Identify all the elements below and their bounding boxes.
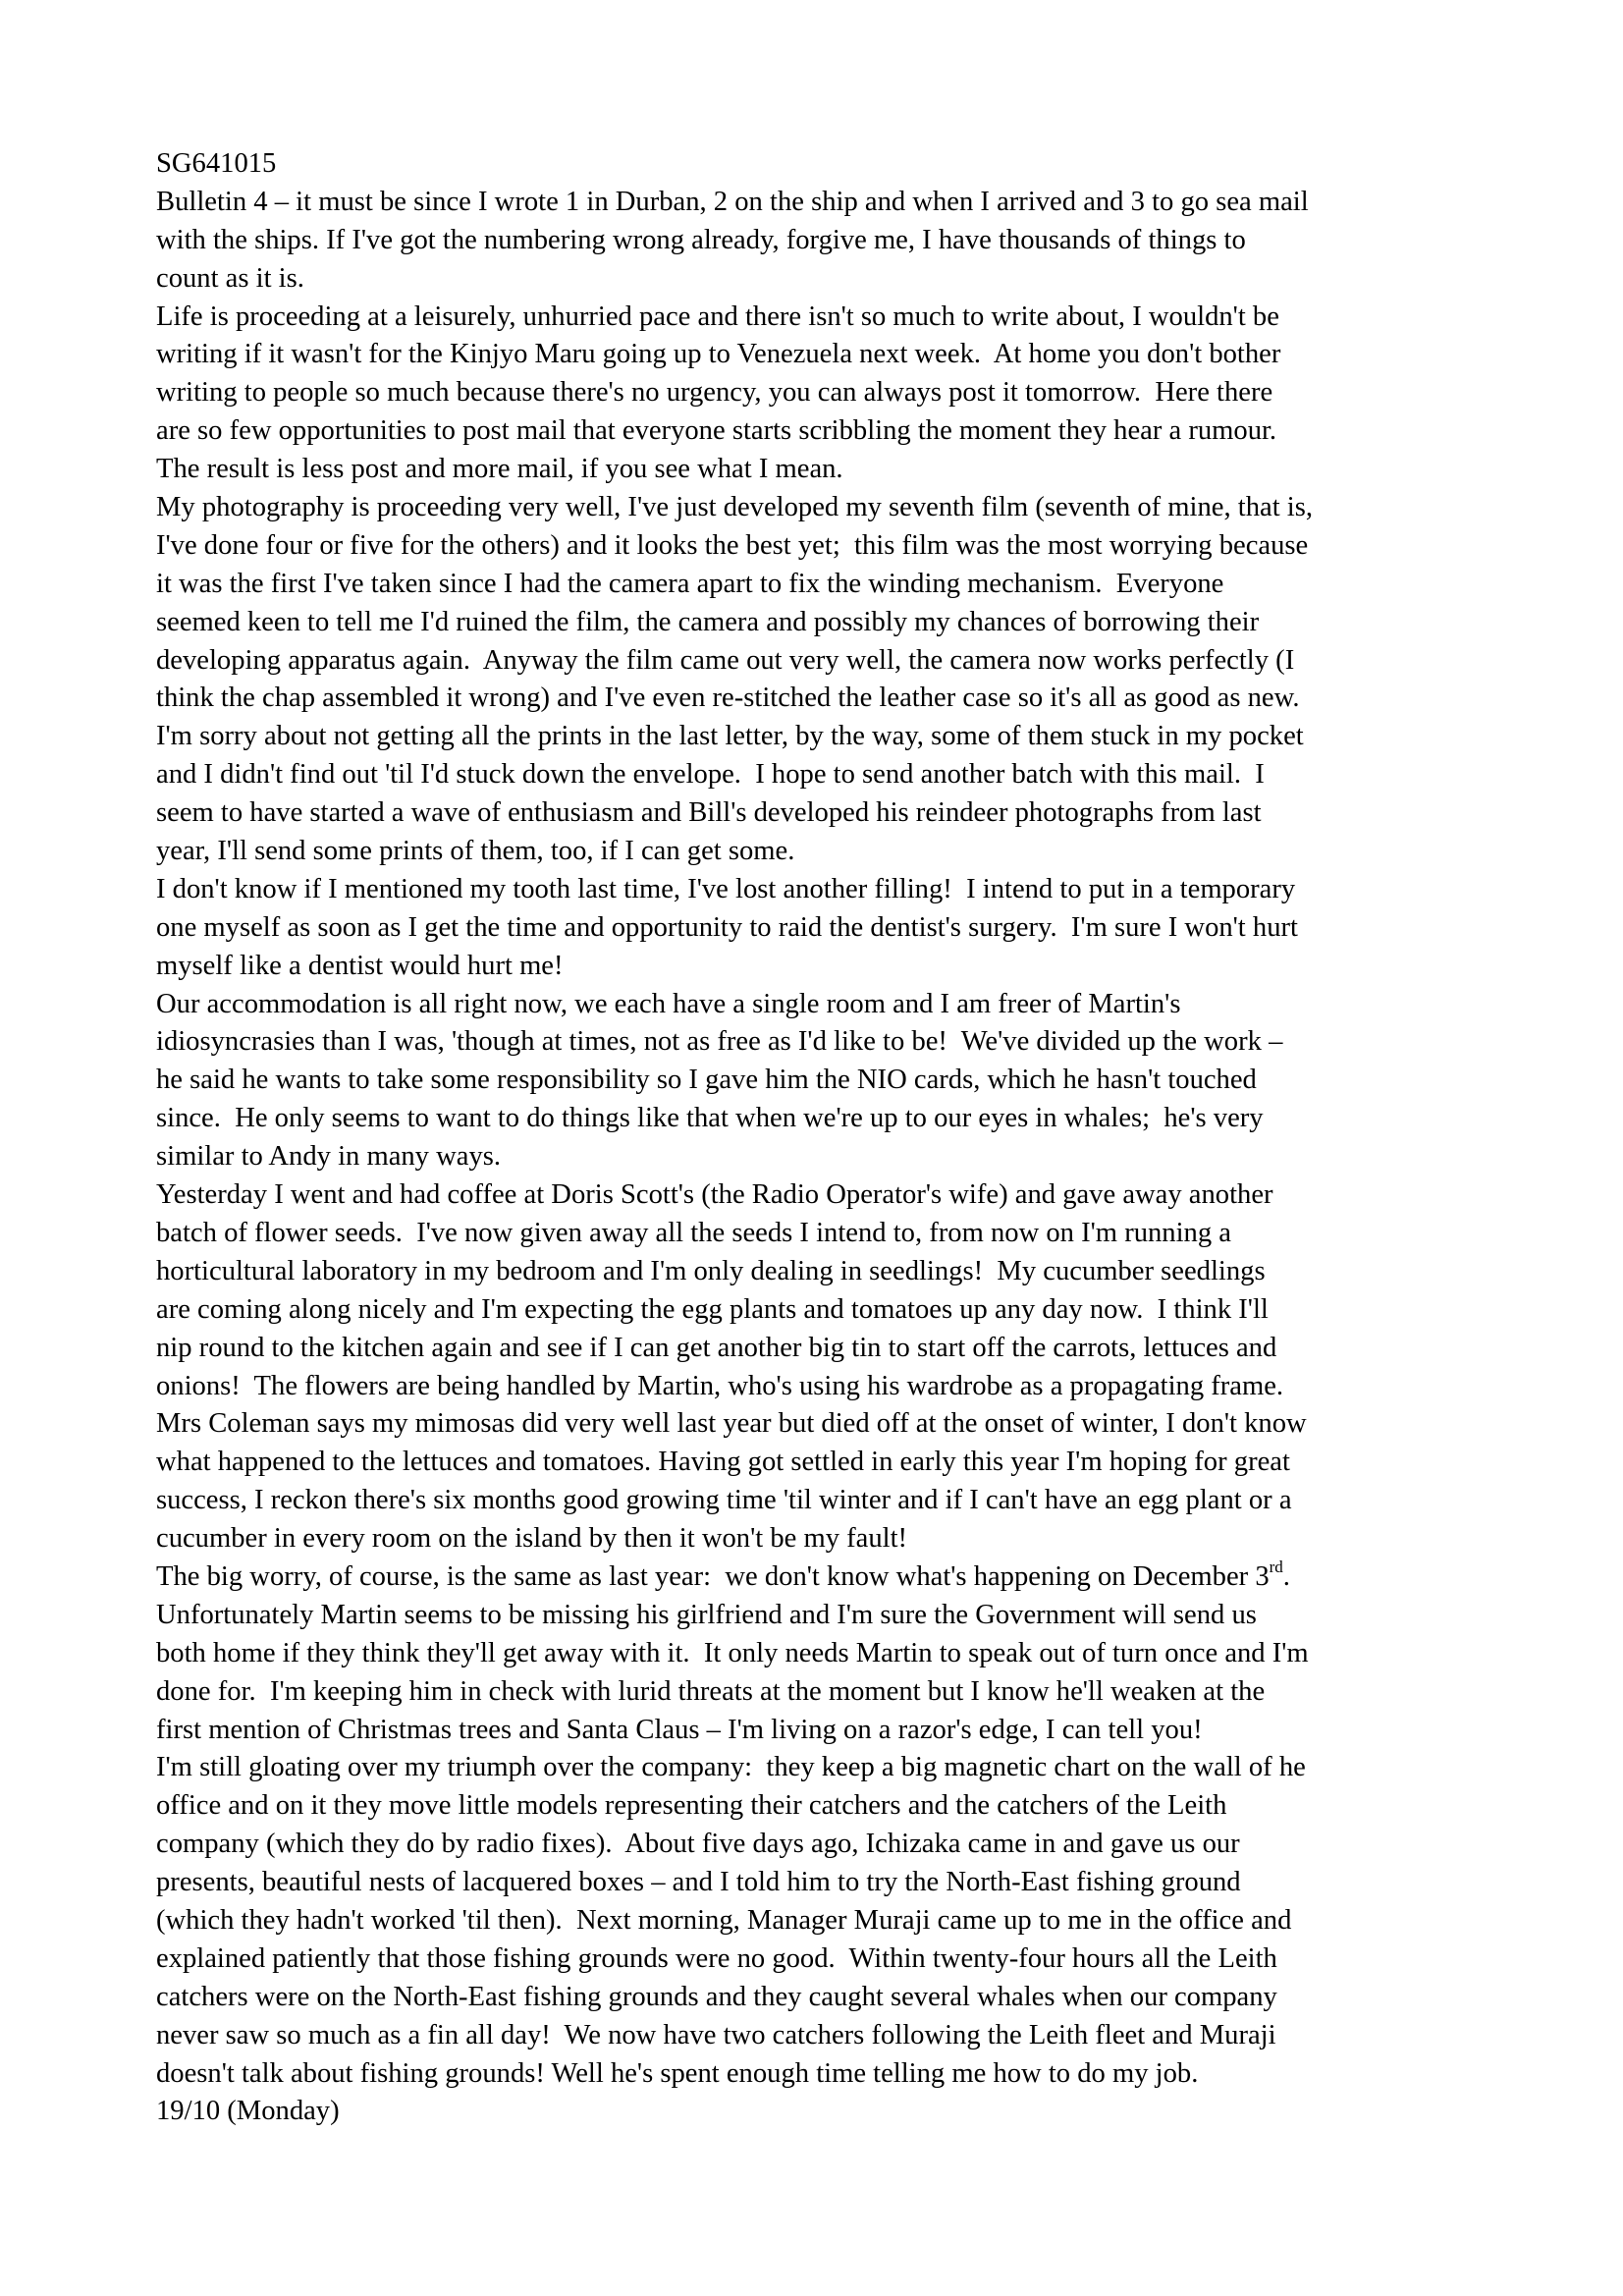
text-run: . — [1282, 1560, 1290, 1592]
text-line: done for. I'm keeping him in check with lurid threats at the moment but I know he'll weaken at the — [156, 1675, 1266, 1707]
text-line: first mention of Christmas trees and Santa Claus – I'm living on a razor's edge, I can tell you! — [156, 1714, 1203, 1745]
text-line: one myself as soon as I get the time and opportunity to raid the dentist's surgery. I'm sure I won't hurt — [156, 911, 1298, 943]
text-line: I don't know if I mentioned my tooth last time, I've lost another filling! I intend to put in a temporary — [156, 873, 1296, 904]
text-line: I've done four or five for the others) and it looks the best yet; this film was the most worrying because — [156, 529, 1309, 561]
text-line: what happened to the lettuces and tomatoes. Having got settled in early this year I'm hoping for great — [156, 1447, 1290, 1478]
text-line: writing to people so much because there's no urgency, you can always post it tomorrow. Here there — [156, 377, 1273, 409]
text-line: both home if they think they'll get away with it. It only needs Martin to speak out of turn once and I'm — [156, 1637, 1309, 1668]
text-line: year, I'll send some prints of them, too, if I can get some. — [156, 836, 795, 867]
text-line: count as it is. — [156, 262, 304, 294]
text-line: batch of flower seeds. I've now given away all the seeds I intend to, from now on I'm running a — [156, 1217, 1231, 1248]
text-line: developing apparatus again. Anyway the film came out very well, the camera now works perfectly (I — [156, 644, 1295, 676]
text-line: Bulletin 4 – it must be since I wrote 1 in Durban, 2 on the ship and when I arrived and 3 to go sea mail — [156, 186, 1309, 217]
text-line: Yesterday I went and had coffee at Doris Scott's (the Radio Operator's wife) and gave away another — [156, 1179, 1273, 1211]
text-line: writing if it wasn't for the Kinjyo Maru going up to Venezuela next week. At home you don't bother — [156, 339, 1281, 370]
text-line: are coming along nicely and I'm expecting the egg plants and tomatoes up any day now. I think I'll — [156, 1293, 1269, 1325]
text-line: doesn't talk about fishing grounds! Well he's spent enough time telling me how to do my job. — [156, 2057, 1199, 2089]
text-line: seem to have started a wave of enthusiasm and Bill's developed his reindeer photographs from last — [156, 797, 1262, 829]
text-line: Unfortunately Martin seems to be missing his girlfriend and I'm sure the Government will send us — [156, 1599, 1257, 1630]
text-line: never saw so much as a fin all day! We now have two catchers following the Leith fleet and Muraji — [156, 2019, 1276, 2050]
text-line: Our accommodation is all right now, we each have a single room and I am freer of Martin's — [156, 988, 1181, 1019]
text-line: My photography is proceeding very well, I've just developed my seventh film (seventh of mine, that is, — [156, 492, 1314, 523]
text-line: explained patiently that those fishing grounds were no good. Within twenty-four hours all the Leith — [156, 1942, 1277, 1974]
text-run: The big worry, of course, is the same as last year: we don't know what's happening on December 3 — [156, 1560, 1270, 1592]
text-line: office and on it they move little models representing their catchers and the catchers of the Leith — [156, 1790, 1227, 1822]
text-line: presents, beautiful nests of lacquered boxes – and I told him to try the North-East fishing ground — [156, 1867, 1241, 1898]
text-line: are so few opportunities to post mail that everyone starts scribbling the moment they hear a rumour. — [156, 415, 1277, 447]
letter-page — [156, 145, 1511, 2131]
text-line: seemed keen to tell me I'd ruined the film, the camera and possibly my chances of borrowing their — [156, 606, 1260, 637]
text-line: success, I reckon there's six months good growing time 'til winter and if I can't have an egg plant or a — [156, 1485, 1292, 1516]
text-line: nip round to the kitchen again and see if I can get another big tin to start off the carrots, lettuces and — [156, 1332, 1277, 1363]
text-line: horticultural laboratory in my bedroom and I'm only dealing in seedlings! My cucumber seedlings — [156, 1255, 1266, 1286]
text-line: I'm sorry about not getting all the prints in the last letter, by the way, some of them stuck in my pocket — [156, 721, 1304, 752]
ordinal-superscript: rd — [1269, 1558, 1283, 1577]
text-line: similar to Andy in many ways. — [156, 1141, 502, 1173]
text-line-with-superscript — [156, 1558, 1511, 1597]
text-line: Life is proceeding at a leisurely, unhurried pace and there isn't so much to write about, I wouldn't be — [156, 301, 1279, 332]
text-line: cucumber in every room on the island by then it won't be my fault! — [156, 1523, 908, 1555]
text-line: 19/10 (Monday) — [156, 2096, 340, 2127]
text-line: with the ships. If I've got the numbering wrong already, forgive me, I have thousands of things to — [156, 224, 1246, 255]
document-reference: SG641015 — [156, 148, 277, 179]
text-line: he said he wants to take some responsibility so I gave him the NIO cards, which he hasn't touched — [156, 1065, 1257, 1096]
text-line: myself like a dentist would hurt me! — [156, 950, 564, 981]
text-line: The result is less post and more mail, if you see what I mean. — [156, 454, 843, 485]
text-line: idiosyncrasies than I was, 'though at times, not as free as I'd like to be! We've divided up the work – — [156, 1026, 1283, 1058]
text-line: company (which they do by radio fixes). About five days ago, Ichizaka came in and gave us our — [156, 1829, 1240, 1860]
text-line: it was the first I've taken since I had the camera apart to fix the winding mechanism. Everyone — [156, 568, 1224, 599]
text-line: (which they hadn't worked 'til then). Next morning, Manager Muraji came up to me in the office and — [156, 1904, 1292, 1936]
text-line: think the chap assembled it wrong) and I've even re-stitched the leather case so it's all as good as new. — [156, 683, 1300, 714]
text-line: since. He only seems to want to do things like that when we're up to our eyes in whales; he's very — [156, 1103, 1264, 1134]
text-line: catchers were on the North-East fishing grounds and they caught several whales when our company — [156, 1981, 1277, 2012]
text-line: onions! The flowers are being handled by Martin, who's using his wardrobe as a propagating frame. — [156, 1370, 1284, 1401]
text-line: Mrs Coleman says my mimosas did very well last year but died off at the onset of winter, I don't know — [156, 1408, 1307, 1440]
text-line: and I didn't find out 'til I'd stuck down the envelope. I hope to send another batch with this mail. I — [156, 759, 1265, 791]
text-line: I'm still gloating over my triumph over the company: they keep a big magnetic chart on the wall of he — [156, 1752, 1306, 1783]
